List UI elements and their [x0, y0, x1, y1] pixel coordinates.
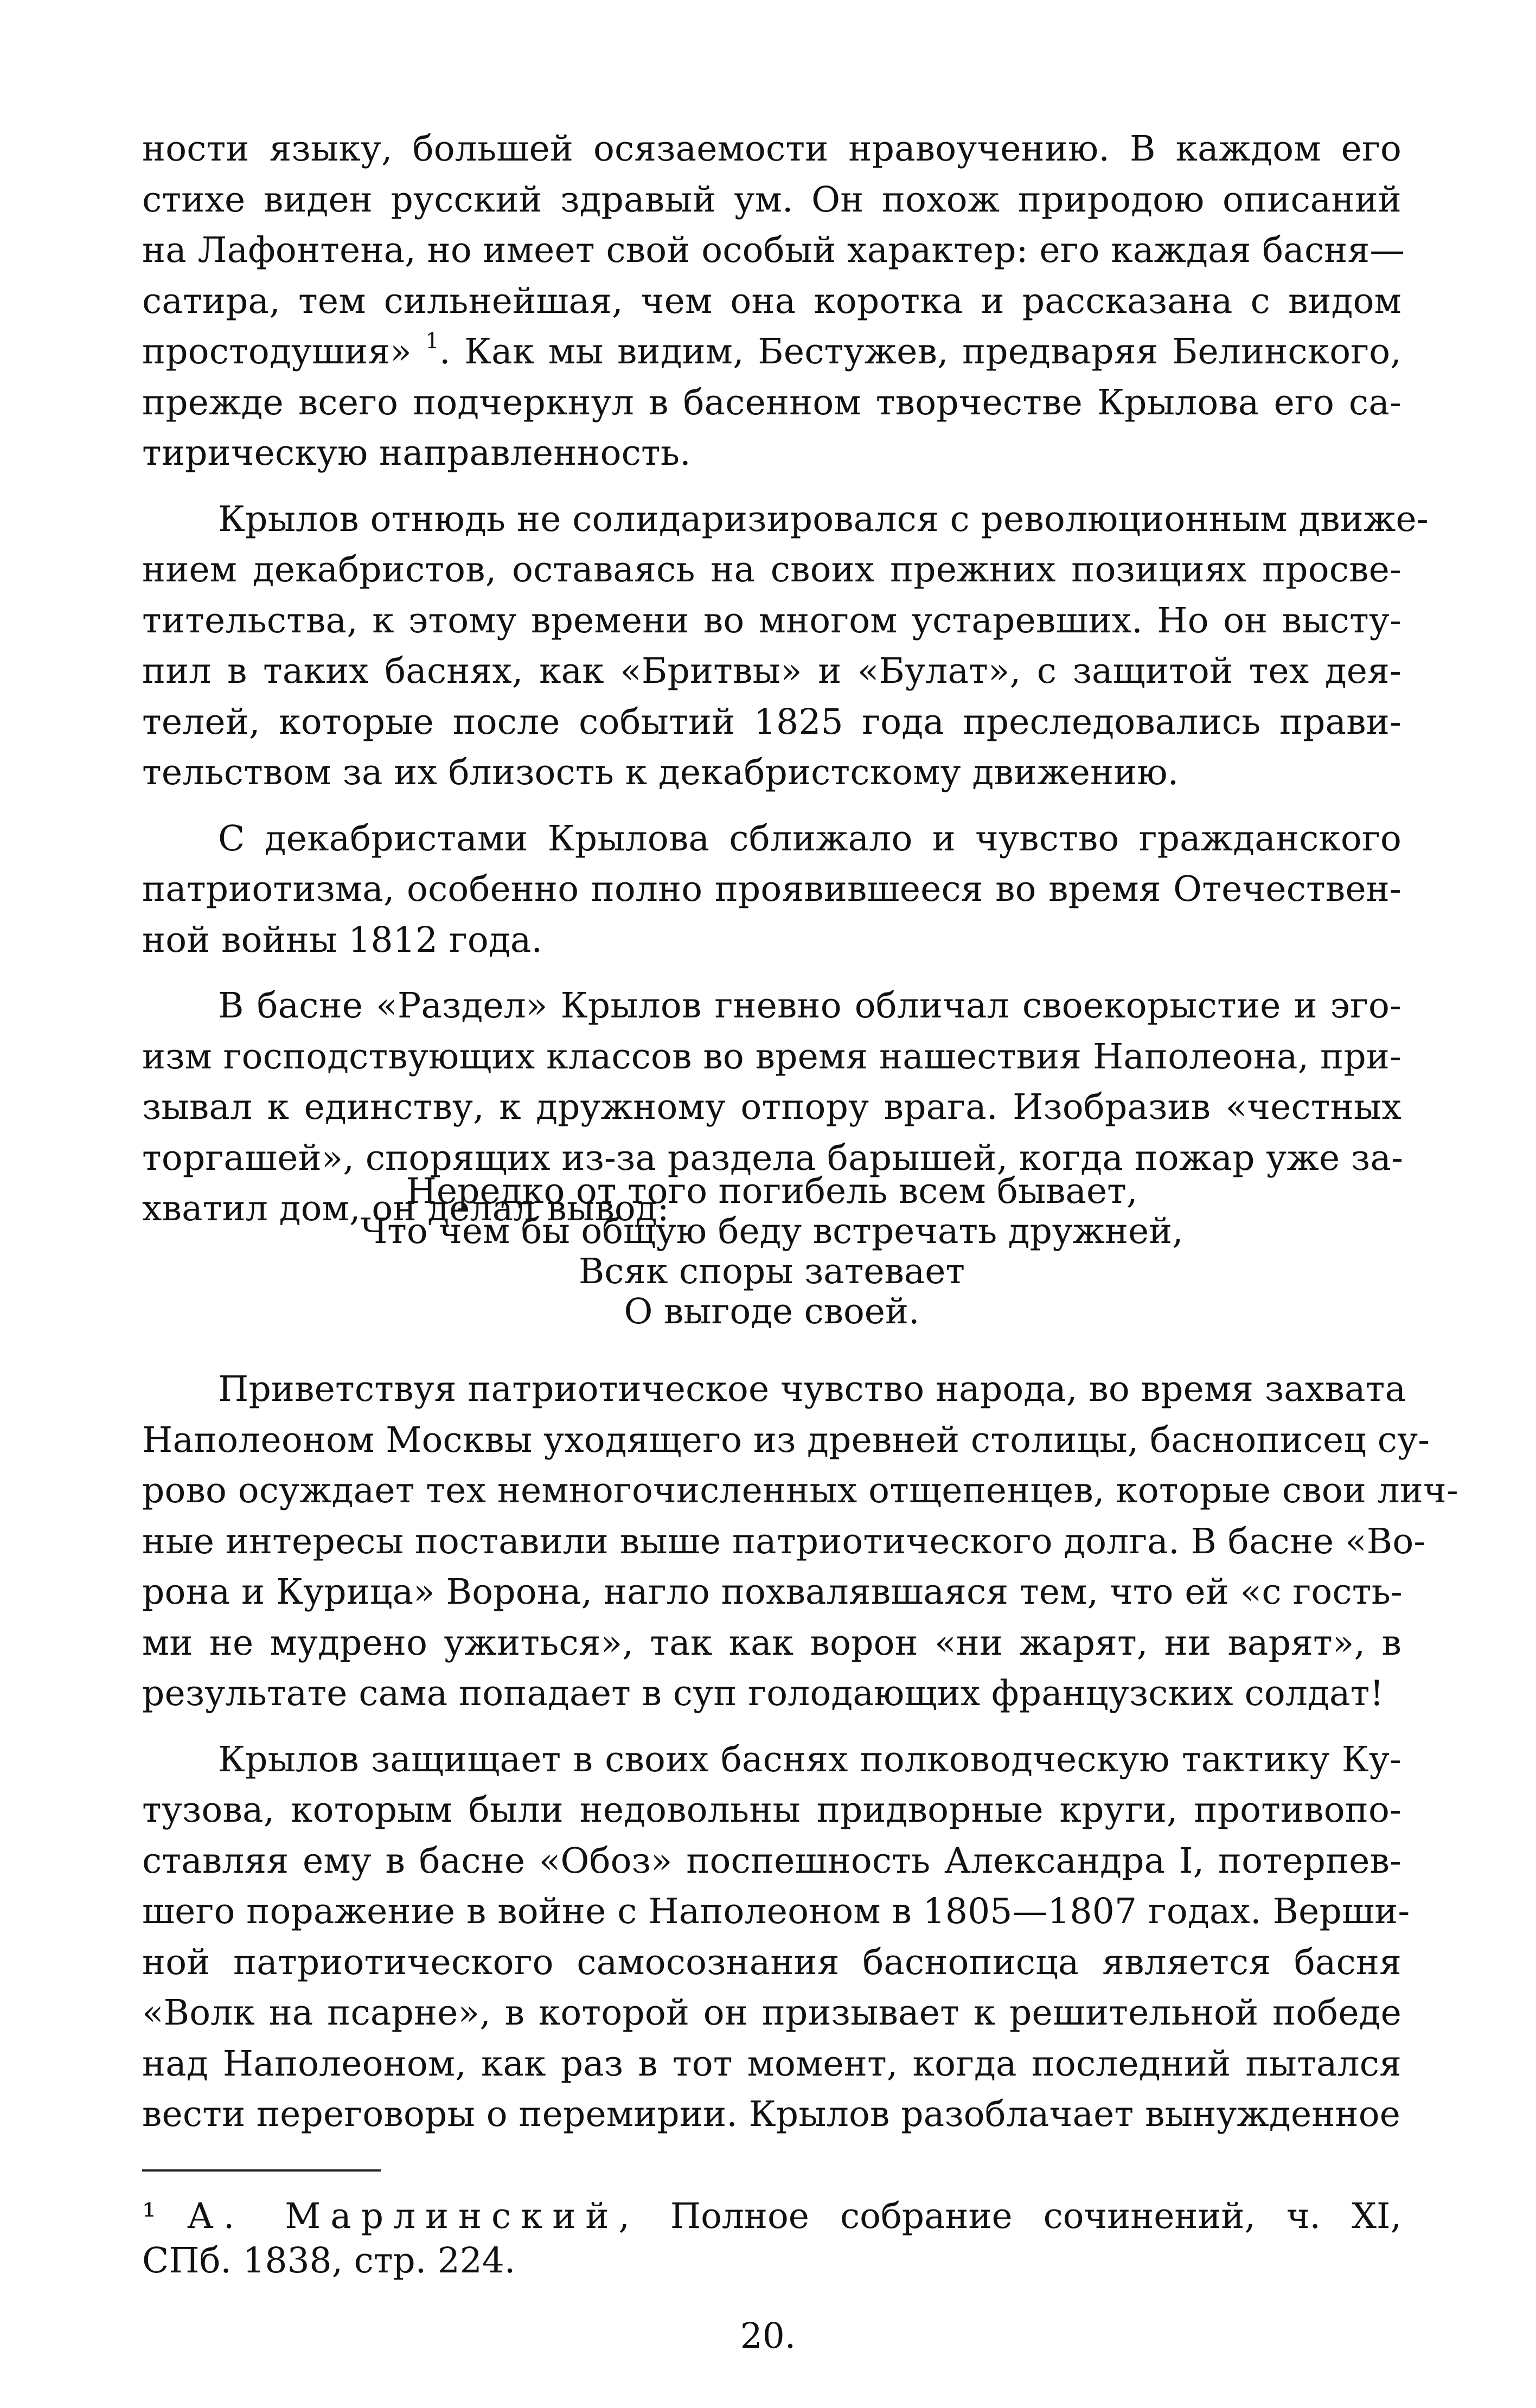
paragraph	[142, 1364, 1458, 1719]
verse-quote	[142, 1171, 1401, 1332]
text-line: Наполеоном Москвы уходящего из древней столицы, баснописец су-	[142, 1419, 1430, 1461]
paragraph-gap	[142, 965, 1401, 981]
text-line: В басне «Раздел» Крылов гневно обличал своекорыстие и эго-	[218, 985, 1401, 1026]
text-line: ности языку, большей осязаемости нравоучению. В каждом его	[142, 129, 1401, 169]
verse-line: Что чем бы общую беду встречать дружней,	[360, 1211, 1183, 1252]
text-line: изм господствующих классов во время нашествия Наполеона, при-	[142, 1036, 1401, 1077]
verse-line: Всяк споры затевает	[578, 1251, 965, 1292]
main-text-block	[142, 124, 1429, 1234]
text-line: тительства, к этому времени во многом устаревших. Но он высту-	[142, 600, 1401, 641]
paragraph-gap	[142, 1719, 1401, 1734]
paragraph-gap	[142, 479, 1401, 494]
text-line: зывал к единству, к дружному отпору врага. Изобразив «честных	[142, 1087, 1401, 1128]
text-line: простодушия» $^1$. Как мы видим, Бестужев, предваряя Белинского,	[142, 329, 1401, 372]
text-line: ной войны 1812 года.	[142, 919, 543, 960]
text-line: нием декабристов, оставаясь на своих прежних позициях просве-	[142, 549, 1401, 590]
paragraph	[142, 124, 1405, 479]
text-line: результате сама попадает в суп голодающих французских солдат!	[142, 1673, 1384, 1714]
text-line: «Волк на псарне», в которой он призывает к решительной победе	[142, 1993, 1401, 2033]
text-line: над Наполеоном, как раз в тот момент, когда последний пытался	[142, 2043, 1401, 2084]
text-line: стихе виден русский здравый ум. Он похож природою описаний	[142, 179, 1401, 220]
text-line: рона и Курица» Ворона, нагло похвалявшаяся тем, что ей «с гость-	[142, 1572, 1403, 1612]
paragraph	[142, 494, 1429, 798]
text-line: ставляя ему в басне «Обоз» поспешность Александра I, потерпев-	[142, 1840, 1401, 1881]
text-line: торгашей», спорящих из-за раздела барышей, когда пожар уже за-	[142, 1137, 1404, 1179]
footnote-marker: ¹	[142, 2196, 156, 2237]
footnote-separator	[142, 2169, 381, 2172]
text-line: Приветствуя патриотическое чувство народа, во время захвата	[218, 1369, 1406, 1410]
text-line: хватил дом, он делал вывод:	[142, 1188, 669, 1229]
text-line: рово осуждает тех немногочисленных отщепенцев, которые свои лич-	[142, 1470, 1458, 1511]
text-line: телей, которые после событий 1825 года преследовались прави-	[142, 701, 1401, 742]
page-number: 20.	[740, 2316, 796, 2356]
text-line: С декабристами Крылова сближало и чувство гражданского	[218, 818, 1401, 859]
text-line: сатира, тем сильнейшая, чем она коротка и рассказана с видом	[142, 280, 1401, 322]
text-line: тузова, которым были недовольны придворные круги, противопо-	[142, 1790, 1401, 1830]
footnote-line-1-rest: Полное собрание сочинений, ч. XI,	[670, 2196, 1401, 2237]
text-line: прежде всего подчеркнул в басенном творчестве Крылова его са-	[142, 382, 1401, 423]
text-line: патриотизма, особенно полно проявившееся во время Отечествен-	[142, 869, 1401, 910]
paragraph	[142, 814, 1401, 966]
footnote-author: А. Марлинский,	[187, 2196, 639, 2237]
footnote-line-2: СПб. 1838, стр. 224.	[142, 2240, 516, 2281]
text-line: пил в таких баснях, как «Бритвы» и «Булат», с защитой тех дея-	[142, 651, 1401, 691]
text-line: ные интересы поставили выше патриотического долга. В басне «Во-	[142, 1521, 1426, 1562]
main-text-block-continued	[142, 1364, 1458, 2140]
footnote	[142, 2194, 1401, 2283]
text-line: вести переговоры о перемирии. Крылов разоблачает вынужденное	[142, 2094, 1401, 2135]
text-line: на Лафонтена, но имеет свой особый характер: его каждая басня—	[142, 230, 1405, 271]
footnote-reference: 1	[425, 329, 439, 354]
text-line: Крылов защищает в своих баснях полководческую тактику Ку-	[218, 1739, 1401, 1780]
text-line: Крылов отнюдь не солидаризировался с революционным движе-	[218, 498, 1429, 540]
verse-line: О выгоде своей.	[624, 1291, 920, 1332]
verse-line: Нередко от того погибель всем бывает,	[406, 1171, 1138, 1212]
text-line: ми не мудрено ужиться», так как ворон «ни жарят, ни варят», в	[142, 1622, 1401, 1663]
footnote-line-1	[142, 2194, 1401, 2239]
paragraph	[142, 1734, 1410, 2140]
text-line: шего поражение в войне с Наполеоном в 1805—1807 годах. Верши-	[142, 1891, 1410, 1932]
text-line: тельством за их близость к декабристскому движению.	[142, 752, 1179, 793]
text-line: тирическую направленность.	[142, 433, 691, 473]
text-line: ной патриотического самосознания баснописца является басня	[142, 1942, 1401, 1983]
paragraph-gap	[142, 798, 1401, 814]
